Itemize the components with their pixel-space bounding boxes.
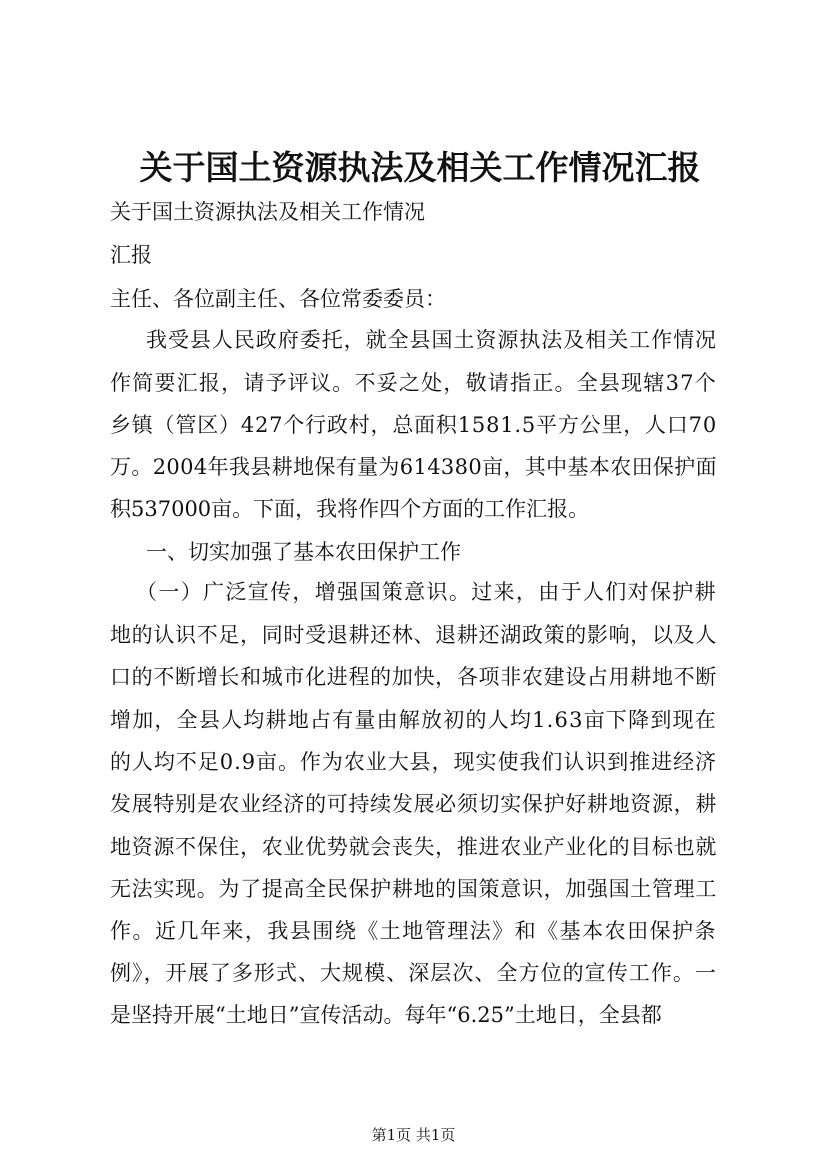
section-heading: 一、切实加强了基本农田保护工作 [146,540,461,564]
paragraph-line: 地资源不保住，农业优势就会丧失，推进农业产业化的目标也就 [110,835,717,859]
page-footer: 第1页 共1页 [371,1126,456,1144]
subtitle-line-1: 关于国土资源执法及相关工作情况 [110,200,425,224]
paragraph-line: 的人均不足0.9亩。作为农业大县，现实使我们认识到推进经济 [110,750,717,774]
paragraph-line: 作简要汇报，请予评议。不妥之处，敬请指正。全县现辖37个 [110,371,717,395]
paragraph-line: 乡镇（管区）427个行政村，总面积1581.5平方公里，人口70 [110,413,717,437]
paragraph-line: 万。2004年我县耕地保有量为614380亩，其中基本农田保护面 [110,455,717,479]
paragraph-line: 积537000亩。下面，我将作四个方面的工作汇报。 [110,497,590,521]
subtitle-line-2: 汇报 [110,243,152,267]
paragraph-line: 例》，开展了多形式、大规模、深层次、全方位的宣传工作。一 [110,961,717,985]
document-title: 关于国土资源执法及相关工作情况汇报 [139,148,701,187]
paragraph-line: 地的认识不足，同时受退耕还林、退耕还湖政策的影响，以及人 [110,623,717,647]
paragraph-line: 作。近几年来，我县围绕《土地管理法》和《基本农田保护条 [110,919,717,943]
paragraph-line: （一）广泛宣传，增强国策意识。过来，由于人们对保护耕 [136,580,717,604]
paragraph-line: 是坚持开展“土地日”宣传活动。每年“6.25”土地日，全县都 [110,1003,662,1027]
paragraph-line: 增加，全县人均耕地占有量由解放初的人均1.63亩下降到现在 [110,708,717,732]
salutation: 主任、各位副主任、各位常委委员： [110,287,446,311]
paragraph-line: 发展特别是农业经济的可持续发展必须切实保护好耕地资源，耕 [110,792,717,816]
paragraph-line: 无法实现。为了提高全民保护耕地的国策意识，加强国土管理工 [110,877,717,901]
paragraph-line: 口的不断增长和城市化进程的加快，各项非农建设占用耕地不断 [110,665,717,689]
paragraph-line: 我受县人民政府委托，就全县国土资源执法及相关工作情况 [146,328,717,352]
